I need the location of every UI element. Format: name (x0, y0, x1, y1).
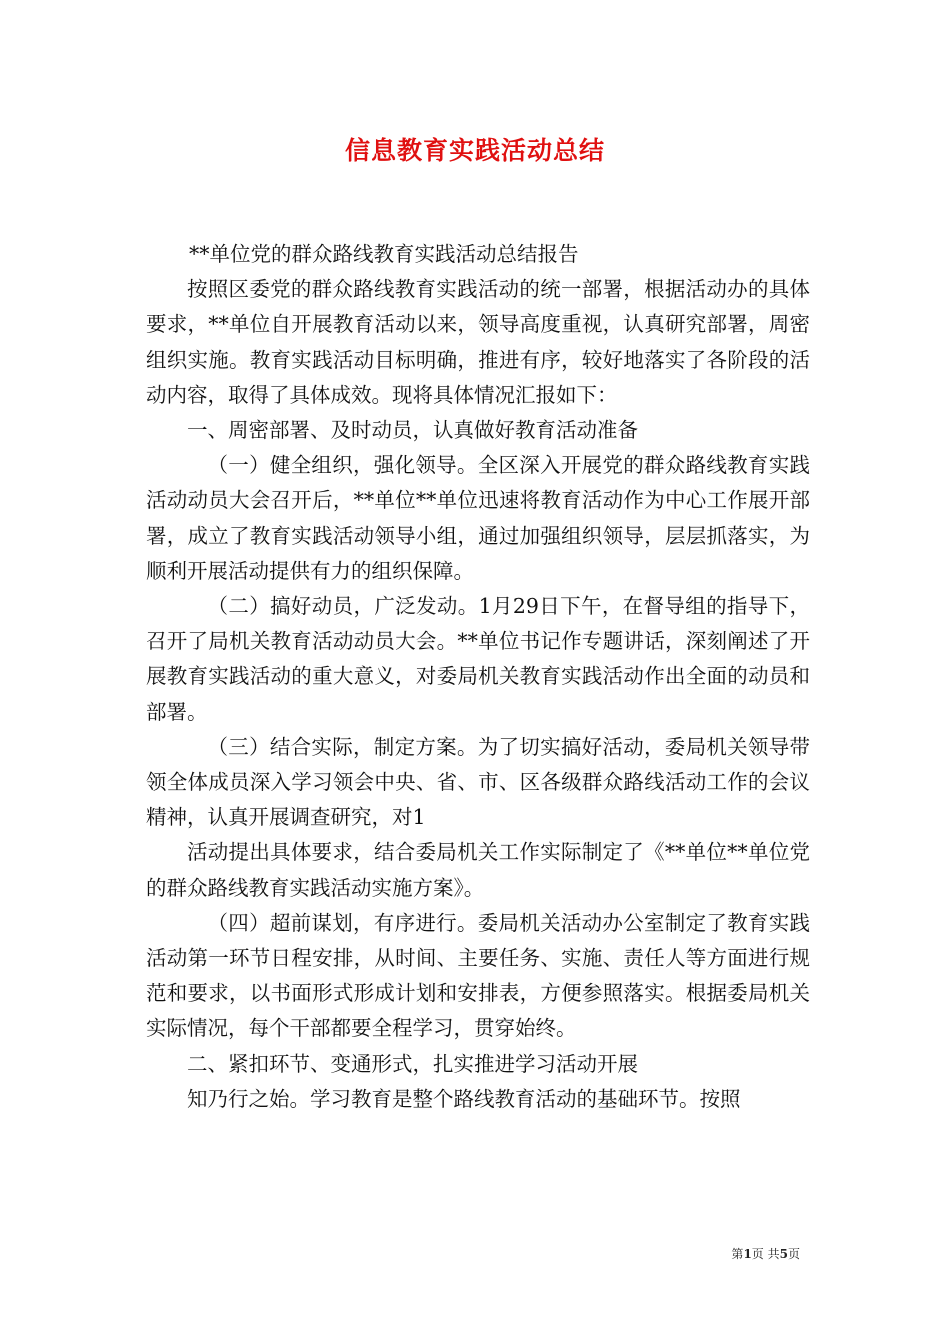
paragraph-item-one: （一）健全组织，强化领导。全区深入开展党的群众路线教育实践活动动员大会召开后，**单位**单位迅速将教育活动作为中心工作展开部署，成立了教育实践活动领导小组，通过加强组织领导，层层抓落实，为顺利开展活动提供有力的组织保障。 (146, 453, 810, 583)
paragraph-section-one-heading: 一、周密部署、及时动员，认真做好教育活动准备 (187, 418, 638, 443)
paragraph-section-two-body: 知乃行之始。学习教育是整个路线教育活动的基础环节。按照 (187, 1086, 741, 1111)
paragraph-item-three: （三）结合实际，制定方案。为了切实搞好活动，委局机关领导带领全体成员深入学习领会中央、省、市、区各级群众路线活动工作的会议精神，认真开展调查研究，对1 (146, 734, 810, 830)
paragraph-item-four: （四）超前谋划，有序进行。委局机关活动办公室制定了教育实践活动第一环节日程安排，从时间、主要任务、实施、责任人等方面进行规范和要求，以书面形式形成计划和安排表，方便参照落实。根据委局机关实际情况，每个干部都要全程学习，贯穿始终。 (146, 910, 810, 1041)
footer-suffix: 页 (787, 1247, 800, 1261)
footer-prefix: 第 (731, 1247, 744, 1261)
paragraph-intro: 按照区委党的群众路线教育实践活动的统一部署，根据活动办的具体要求，**单位自开展教育活动以来，领导高度重视，认真研究部署，周密组织实施。教育实践活动目标明确，推进有序，较好地落实了各阶段的活动内容，取得了具体成效。现将具体情况汇报如下： (146, 277, 810, 407)
page-footer (731, 1246, 800, 1262)
paragraph-report-title: **单位党的群众路线教育实践活动总结报告 (189, 242, 579, 266)
footer-current-page: 1 (743, 1247, 752, 1261)
paragraph-item-three-continued: 活动提出具体要求，结合委局机关工作实际制定了《**单位**单位党的群众路线教育实践活动实施方案》。 (146, 840, 810, 900)
paragraph-section-two-heading: 二、紧扣环节、变通形式，扎实推进学习活动开展 (187, 1051, 638, 1076)
footer-total-pages: 5 (779, 1247, 788, 1261)
document-title: 信息教育实践活动总结 (344, 136, 605, 165)
paragraph-item-two: （二）搞好动员，广泛发动。1月29日下午，在督导组的指导下，召开了局机关教育活动动员大会。**单位书记作专题讲话，深刻阐述了开展教育实践活动的重大意义，对委局机关教育实践活动作出全面的动员和部署。 (146, 594, 810, 724)
footer-middle: 页 共 (751, 1247, 780, 1261)
document-body (146, 237, 810, 1117)
